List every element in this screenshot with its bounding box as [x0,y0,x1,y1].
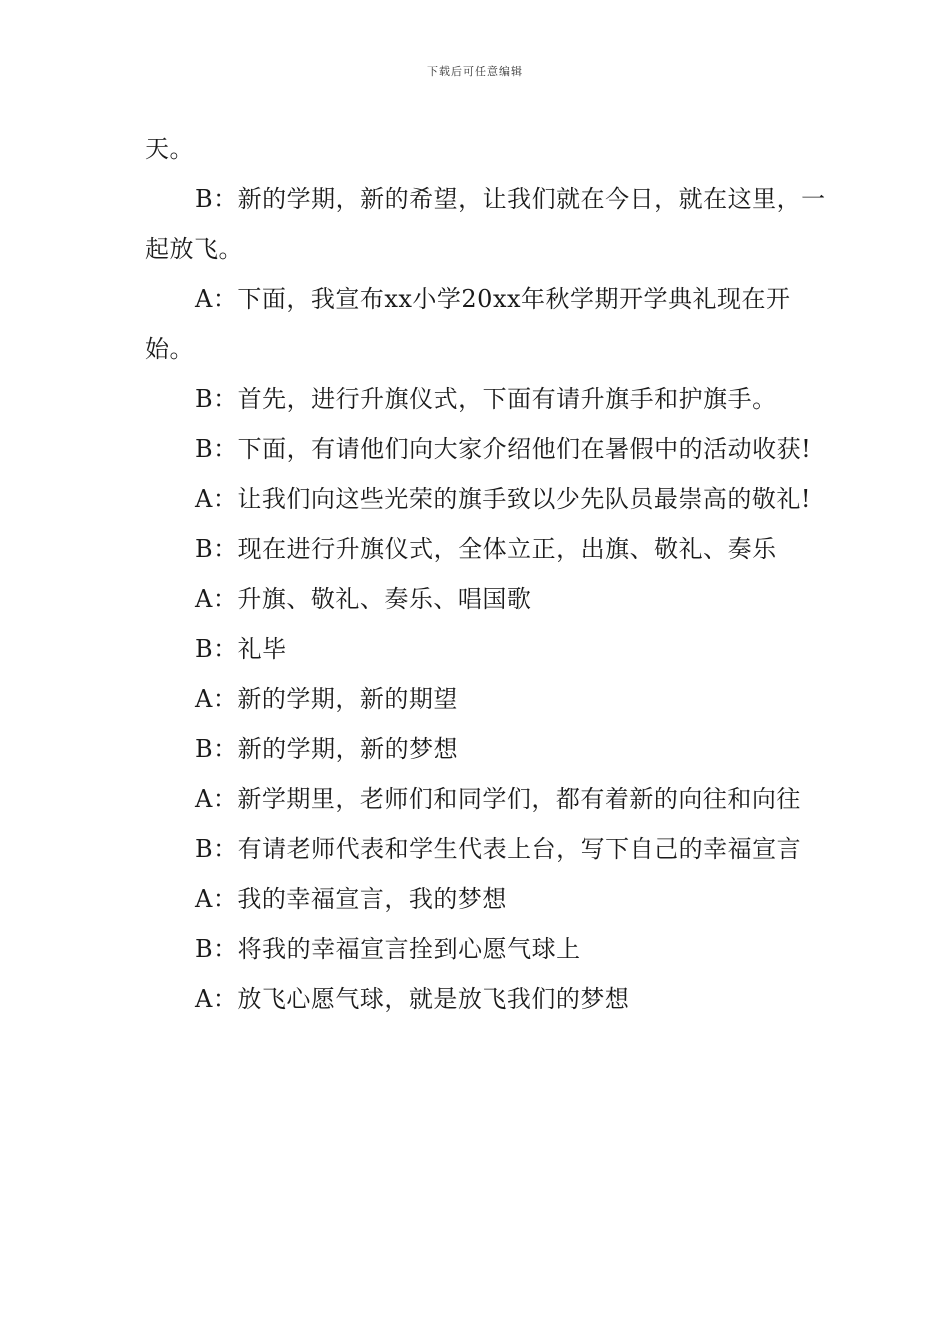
paragraph-13: A：我的幸福宣言，我的梦想 [195,885,507,913]
page-header: 下载后可任意编辑 [427,65,523,78]
paragraph-12: B：有请老师代表和学生代表上台，写下自己的幸福宣言 [195,835,802,863]
paragraph-4: B：下面，有请他们向大家介绍他们在暑假中的活动收获! [195,435,812,463]
paragraph-2: A：下面，我宣布xx小学20xx年秋学期开学典礼现在开始。 [145,285,791,363]
paragraph-8: B：礼毕 [195,635,287,663]
paragraph-11: A：新学期里，老师们和同学们，都有着新的向往和向往 [195,785,801,813]
paragraph-15: A：放飞心愿气球，就是放飞我们的梦想 [195,985,630,1013]
paragraph-14: B：将我的幸福宣言拴到心愿气球上 [195,935,581,963]
paragraph-1: B：新的学期，新的希望，让我们就在今日，就在这里，一起放飞。 [145,185,826,263]
paragraph-7: A：升旗、敬礼、奏乐、唱国歌 [195,585,532,613]
document-body [145,124,830,1024]
paragraph-3: B：首先，进行升旗仪式，下面有请升旗手和护旗手。 [195,385,777,413]
paragraph-9: A：新的学期，新的期望 [195,685,458,713]
paragraph-0: 天。 [145,135,194,163]
paragraph-5: A：让我们向这些光荣的旗手致以少先队员最崇高的敬礼! [195,485,811,513]
paragraph-10: B：新的学期，新的梦想 [195,735,459,763]
paragraph-6: B：现在进行升旗仪式，全体立正，出旗、敬礼、奏乐 [195,535,777,563]
